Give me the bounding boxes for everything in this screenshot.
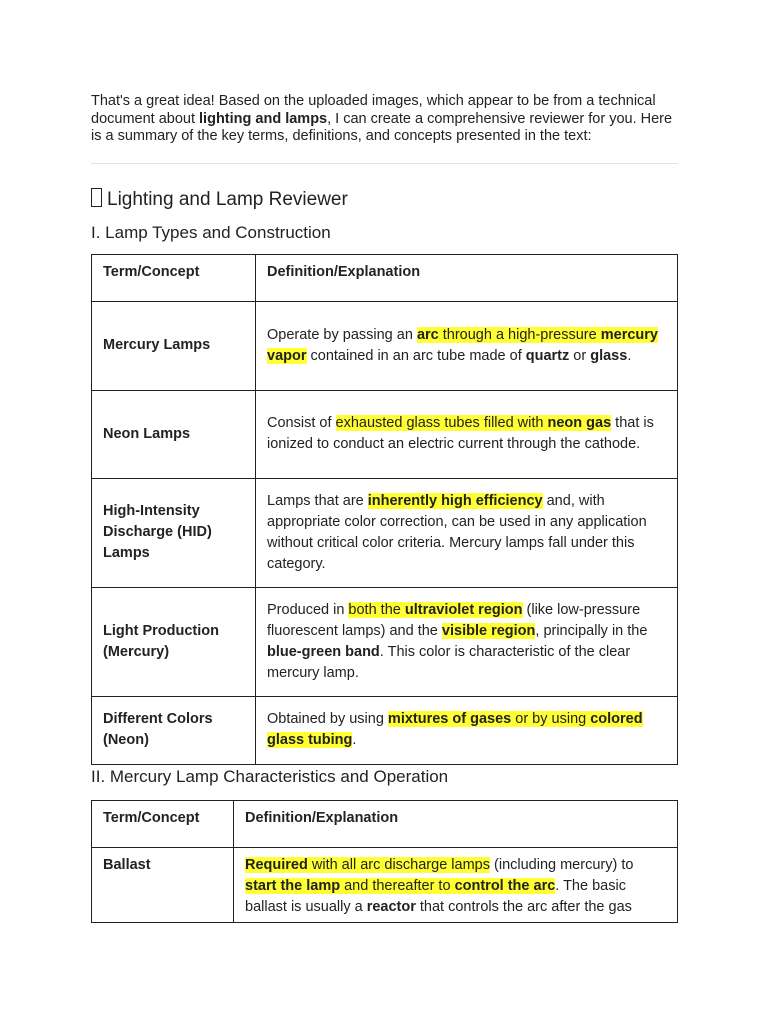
bold-text: blue-green band (267, 643, 380, 660)
bold-text: quartz (525, 347, 570, 364)
page-title-text: Lighting and Lamp Reviewer (107, 188, 348, 210)
definition-cell (256, 478, 678, 587)
highlighted-text: with all arc discharge lamps (307, 856, 490, 873)
highlighted-text: or by using (511, 711, 591, 727)
column-header-term: Term/Concept (92, 800, 234, 847)
term-cell: Ballast (92, 847, 234, 922)
text-segment: Lamps that are (267, 492, 368, 509)
intro-bold-text: lighting and lamps (199, 110, 328, 127)
intro-text: That's a great idea! Based on the uploaded images, which appear to be from a technical document about (91, 93, 656, 127)
highlighted-text: through a high-pressure (438, 326, 601, 343)
definition-cell (256, 696, 678, 764)
text-segment: contained in an arc tube made of (306, 347, 526, 364)
definition-cell (256, 301, 678, 390)
text-segment: . The basic ballast is usually a (245, 877, 626, 915)
text-segment: Consist of (267, 415, 336, 431)
highlighted-text: mercury vapor (267, 326, 658, 364)
text-segment: Obtained by using (267, 711, 388, 727)
page-title (91, 188, 678, 212)
text-segment: . (352, 732, 357, 748)
missing-glyph-icon (91, 188, 102, 207)
text-segment: . (627, 347, 632, 364)
definition-cell (234, 847, 678, 922)
bold-text: glass (590, 347, 628, 364)
table-row (92, 478, 678, 587)
highlighted-text: and thereafter to (340, 877, 455, 894)
highlighted-text: inherently high efficiency (367, 492, 543, 509)
highlighted-text: control the arc (454, 877, 556, 894)
table-header-row (92, 254, 678, 301)
section-heading-2: II. Mercury Lamp Characteristics and Operation (91, 766, 449, 786)
lamp-types-table (91, 254, 678, 765)
text-segment: , principally in the (535, 622, 648, 639)
text-segment: (including mercury) to (489, 856, 634, 873)
highlighted-text: neon gas (547, 415, 612, 431)
term-cell: Different Colors (Neon) (92, 696, 256, 764)
term-cell: Neon Lamps (92, 390, 256, 478)
mercury-lamp-table (91, 800, 678, 923)
highlighted-text: ultraviolet region (404, 601, 523, 618)
highlighted-text: Required (245, 856, 308, 873)
table-row (92, 301, 678, 390)
column-header-definition: Definition/Explanation (256, 254, 678, 301)
highlighted-text: start the lamp (245, 877, 341, 894)
table-row (92, 587, 678, 696)
text-segment: Operate by passing an (267, 326, 417, 343)
divider (91, 163, 678, 164)
term-cell: Light Production (Mercury) (92, 587, 256, 696)
section-heading-1: I. Lamp Types and Construction (91, 222, 331, 242)
highlighted-text: colored glass tubing (267, 711, 643, 748)
term-cell: High-Intensity Discharge (HID) Lamps (92, 478, 256, 587)
text-segment: that is ionized to conduct an electric current through the cathode. (267, 415, 654, 452)
term-cell: Mercury Lamps (92, 301, 256, 390)
text-segment: . This color is characteristic of the clear mercury lamp. (267, 643, 631, 681)
column-header-definition: Definition/Explanation (234, 800, 678, 847)
highlighted-text: exhausted glass tubes filled with (335, 415, 548, 431)
text-segment: that controls the arc after the gas (415, 898, 632, 915)
highlighted-text: both the (348, 601, 405, 618)
table-row (92, 847, 678, 922)
text-segment: and, with appropriate color correction, can be used in any application without critical color criteria. Mercury lamps fall under this category. (267, 492, 647, 572)
definition-cell (256, 390, 678, 478)
definition-cell (256, 587, 678, 696)
highlighted-text: mixtures of gases (387, 711, 512, 727)
text-segment: (like low-pressure fluorescent lamps) and the (267, 601, 641, 639)
highlighted-text: arc (416, 326, 439, 343)
column-header-term: Term/Concept (92, 254, 256, 301)
document-page (91, 93, 678, 923)
intro-text-end: , I can create a comprehensive reviewer for you. Here is a summary of the key terms, definitions, and concepts presented in the text: (91, 110, 673, 144)
table-row (92, 390, 678, 478)
bold-text: reactor (366, 898, 416, 915)
table-header-row (92, 800, 678, 847)
text-segment: Produced in (267, 601, 349, 618)
highlighted-text: visible region (441, 622, 536, 639)
text-segment: or (569, 347, 591, 364)
table-row (92, 696, 678, 764)
intro-paragraph (91, 93, 678, 146)
